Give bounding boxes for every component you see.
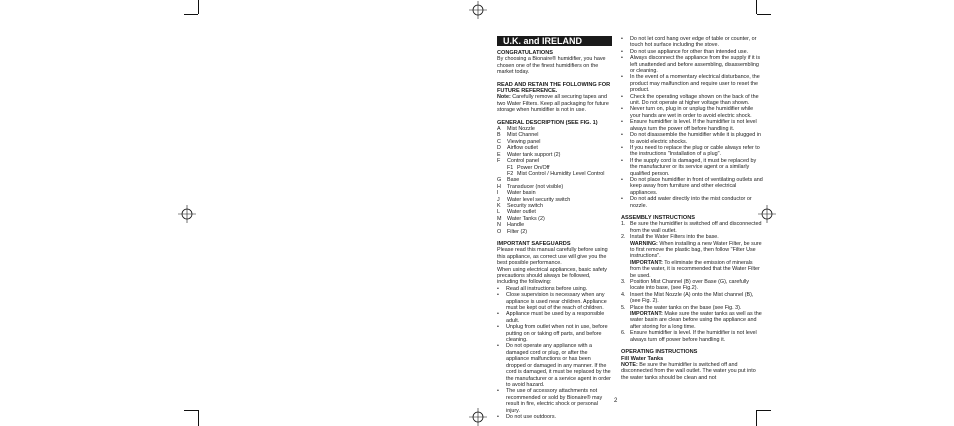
step-text-part: Install the Water Filters into the base.	[630, 234, 719, 241]
operating-note	[621, 362, 764, 381]
operating-note-text: Be sure the humidifier is switched off and disconnected from the wall outlet. The water you put into the water tanks should be clean and not	[621, 361, 756, 381]
bullet-item	[497, 343, 612, 388]
description-value: Mist Channel	[507, 132, 539, 139]
left-column	[497, 36, 612, 420]
bullet-item	[497, 292, 612, 311]
bullet-icon: •	[621, 144, 623, 151]
safeguards-intro-1: Please read this manual carefully before using this appliance, as correct use will give you the best possible performance.	[497, 247, 608, 267]
description-key: L	[497, 209, 500, 216]
bullet-text: Read all instructions before using.	[506, 285, 588, 292]
description-value: Mist Control / Humidity Level Control	[517, 170, 605, 177]
registration-mark-left	[178, 205, 196, 223]
step-text	[630, 305, 764, 331]
bullet-item	[621, 74, 764, 93]
description-key: H	[497, 183, 501, 190]
retain-note	[497, 94, 612, 113]
retain-note-text: Carefully remove all securing tapes and two Water Filters. Keep all packaging for future storage when humidifier is not in use.	[497, 94, 609, 114]
bullet-item	[621, 106, 764, 119]
bullet-item	[621, 119, 764, 132]
crop-mark-top-right-h	[757, 14, 771, 15]
bullet-text: Never turn on, plug in or unplug the humidifier while your hands are wet in order to avoid electric shock.	[630, 106, 754, 119]
description-key: F1	[507, 164, 514, 171]
bullet-item	[621, 36, 764, 49]
bullet-item	[621, 158, 764, 177]
bullet-icon: •	[621, 196, 623, 203]
bullet-icon: •	[621, 176, 623, 183]
crop-mark-top-left-v	[198, 0, 199, 14]
bullet-icon: •	[621, 74, 623, 81]
bullet-item	[621, 177, 764, 196]
description-key: E	[497, 151, 501, 158]
step-number: 4.	[621, 291, 626, 298]
congrats-text: By choosing a Bionaire® humidifier, you have chosen one of the finest humidifiers on the market today.	[497, 56, 606, 76]
registration-mark-top	[469, 1, 487, 19]
step-text-part: Position Mist Channel (B) over Base (G), carefully locate into base, (see Fig.2).	[630, 279, 749, 292]
step-number: 2.	[621, 234, 626, 241]
step-text-part: Ensure humidifier is level. If the humidifier is not level always turn off power before handling it.	[630, 330, 757, 343]
retain-note-label: Note:	[497, 94, 511, 101]
step-number: 1.	[621, 221, 626, 228]
step-number: 5.	[621, 304, 626, 311]
crop-mark-bottom-right-h	[757, 410, 771, 411]
assembly-steps	[621, 221, 764, 343]
description-value: Mist Nozzle	[507, 126, 535, 133]
description-key: B	[497, 132, 501, 139]
assembly-step	[621, 234, 764, 279]
step-text-part: When installing a new Water Filter, be sure to first remove the plastic bag, then follow "Filter Use instructions".	[630, 240, 762, 260]
retain-heading: READ AND RETAIN THE FOLLOWING FOR FUTURE REFERENCE.	[497, 81, 611, 95]
bullet-item	[621, 145, 764, 158]
description-key: G	[497, 177, 502, 184]
general-description-list	[497, 126, 612, 235]
assembly-step	[621, 221, 764, 234]
bullet-item	[497, 311, 612, 324]
bullet-icon: •	[621, 48, 623, 55]
bullet-icon: •	[497, 324, 499, 331]
operating-heading: OPERATING INSTRUCTIONS	[621, 349, 698, 356]
description-key: K	[497, 202, 501, 209]
right-column	[621, 36, 764, 381]
description-value: Filter (2)	[507, 228, 528, 235]
description-value: Viewing panel	[507, 138, 541, 145]
bullet-text: Do not use appliance for other than intended use.	[630, 48, 749, 55]
description-key: O	[497, 228, 502, 235]
bullet-text: If the supply cord is damaged, it must be replaced by the manufacturer or its service agent or a similarly qualified person.	[630, 157, 757, 177]
description-key: F	[497, 158, 501, 165]
fill-tanks-subheading: Fill Water Tanks	[621, 355, 664, 362]
step-text-part: Be sure the humidifier is switched off and disconnected from the wall outlet.	[630, 221, 762, 234]
bullet-icon: •	[497, 413, 499, 420]
description-value: Control panel	[507, 158, 540, 165]
bullet-text: Do not use outdoors.	[506, 413, 557, 420]
assembly-step	[621, 305, 764, 331]
operating-note-label: NOTE:	[621, 361, 638, 368]
step-text	[630, 292, 764, 305]
bullet-item	[497, 324, 612, 343]
description-key: C	[497, 138, 501, 145]
assembly-step	[621, 292, 764, 305]
general-description-heading: GENERAL DESCRIPTION (SEE FIG. 1)	[497, 119, 598, 126]
bullet-text: Do not place humidifier in front of ventilating outlets and keep away from furniture and other electrical appliances.	[630, 176, 763, 196]
bullet-icon: •	[497, 285, 499, 292]
step-text-part: Insert the Mist Nozzle (A) onto the Mist channel (B), (see Fig. 2).	[630, 291, 754, 305]
bullet-text: Always disconnect the appliance from the supply if it is left unattended and before assembling, disassembling or cleaning.	[630, 55, 761, 75]
congrats-heading: CONGRATULATIONS	[497, 50, 554, 56]
description-value: Water level security switch	[507, 196, 571, 203]
step-emphasis: IMPORTANT:	[630, 259, 663, 266]
description-value: Base	[507, 177, 520, 184]
bullet-text: Appliance must be used by a responsible adult.	[506, 311, 605, 324]
bullet-icon: •	[621, 132, 623, 139]
bullet-text: Do not disassemble the humidifier while it is plugged in to avoid electric shocks.	[630, 132, 761, 145]
crop-mark-bottom-right-v	[756, 410, 757, 426]
bullet-icon: •	[497, 388, 499, 395]
registration-mark-bottom	[469, 408, 487, 426]
description-value: Power On/Off	[517, 164, 550, 171]
description-value: Transducer (not visible)	[507, 183, 564, 190]
bullet-item	[497, 414, 612, 420]
bullet-item	[621, 94, 764, 107]
bullet-icon: •	[497, 343, 499, 350]
bullet-text: Ensure humidifier is level. If the humidifier is not level always turn the power off before handling it.	[630, 119, 757, 132]
description-key: F2	[507, 170, 514, 177]
bullet-text: Do not let cord hang over edge of table or counter, or touch hot surface including the stove.	[630, 36, 757, 49]
description-key: J	[497, 196, 500, 203]
bullet-text: The use of accessory attachments not recommended or sold by Bionaire® may result in fire, electric shock or personal injury.	[506, 388, 603, 414]
bullet-text: If you need to replace the plug or cable always refer to the instructions "Installation of a plug".	[630, 144, 760, 158]
bullet-text: Unplug from outlet when not in use, before putting on or taking off parts, and before cleaning.	[506, 324, 608, 344]
crop-mark-bottom-left-v	[198, 410, 199, 426]
bullet-item	[497, 388, 612, 414]
bullet-text: In the event of a momentary electrical disturbance, the product may malfunction and require user to reset the product.	[630, 74, 760, 94]
crop-mark-bottom-left-h	[184, 410, 198, 411]
bullet-text: Do not operate any appliance with a damaged cord or plug, or after the appliance malfunctions or has been dropped or damaged in any manner. If the cord is damaged, it must be replaced by the the manufacturer or a service agent in order to avoid hazard.	[506, 343, 611, 388]
step-emphasis: IMPORTANT:	[630, 311, 663, 318]
step-number: 6.	[621, 330, 626, 337]
crop-mark-top-right-v	[756, 0, 757, 14]
assembly-step	[621, 330, 764, 343]
description-value: Water basin	[507, 190, 536, 197]
description-key: N	[497, 222, 501, 229]
bullet-item	[621, 196, 764, 209]
description-value: Water tank support (2)	[507, 151, 561, 158]
safeguards-list-continued	[621, 36, 764, 209]
bullet-icon: •	[497, 292, 499, 299]
step-text-part: Make sure the water tanks as well as the water basin are clean before using the appliance and after storing for a long time.	[630, 311, 762, 330]
step-text	[630, 221, 764, 234]
description-value: Water outlet	[507, 209, 536, 216]
bullet-icon: •	[621, 36, 623, 42]
description-key: D	[497, 145, 501, 152]
step-text-part: Place the water tanks on the base (see Fig. 3).	[630, 304, 742, 311]
step-text	[630, 279, 764, 292]
crop-mark-top-left-h	[184, 14, 198, 15]
description-key: M	[497, 215, 502, 222]
bullet-text: Close supervision is necessary when any appliance is used near children. Appliance must be kept out of the reach of children.	[506, 292, 607, 312]
bullet-item	[621, 132, 764, 145]
step-text	[630, 234, 764, 279]
bullet-item	[621, 55, 764, 74]
bullet-icon: •	[621, 157, 623, 164]
description-key: A	[497, 126, 501, 133]
description-value: Handle	[507, 222, 525, 229]
description-key: I	[497, 190, 499, 197]
safeguards-list	[497, 286, 612, 421]
safeguards-intro-2: When using electrical appliances, basic safety precautions should always be followed, including the following:	[497, 266, 607, 286]
bullet-icon: •	[621, 55, 623, 62]
bullet-icon: •	[621, 93, 623, 100]
page-number: 2	[614, 398, 618, 404]
safeguards-heading: IMPORTANT SAFEGUARDS	[497, 240, 571, 247]
step-number: 3.	[621, 279, 626, 286]
description-value: Water Tanks (2)	[507, 215, 545, 222]
description-value: Airflow outlet	[507, 145, 538, 152]
step-emphasis: WARNING:	[630, 240, 658, 247]
bullet-icon: •	[497, 311, 499, 318]
bullet-text: Check the operating voltage shown on the back of the unit. Do not operate at higher voltage than shown.	[630, 93, 759, 107]
assembly-heading: ASSEMBLY INSTRUCTIONS	[621, 214, 695, 221]
region-banner: U.K. and IRELAND	[497, 36, 612, 46]
assembly-step	[621, 279, 764, 292]
step-text	[630, 330, 764, 343]
bullet-text: Do not add water directly into the mist conductor or nozzle.	[630, 196, 752, 209]
step-text-part: To eliminate the emission of minerals from the water, it is recommended that the Water Filter be used.	[630, 259, 760, 279]
bullet-icon: •	[621, 106, 623, 113]
bullet-icon: •	[621, 119, 623, 126]
description-value: Security switch	[507, 202, 543, 209]
